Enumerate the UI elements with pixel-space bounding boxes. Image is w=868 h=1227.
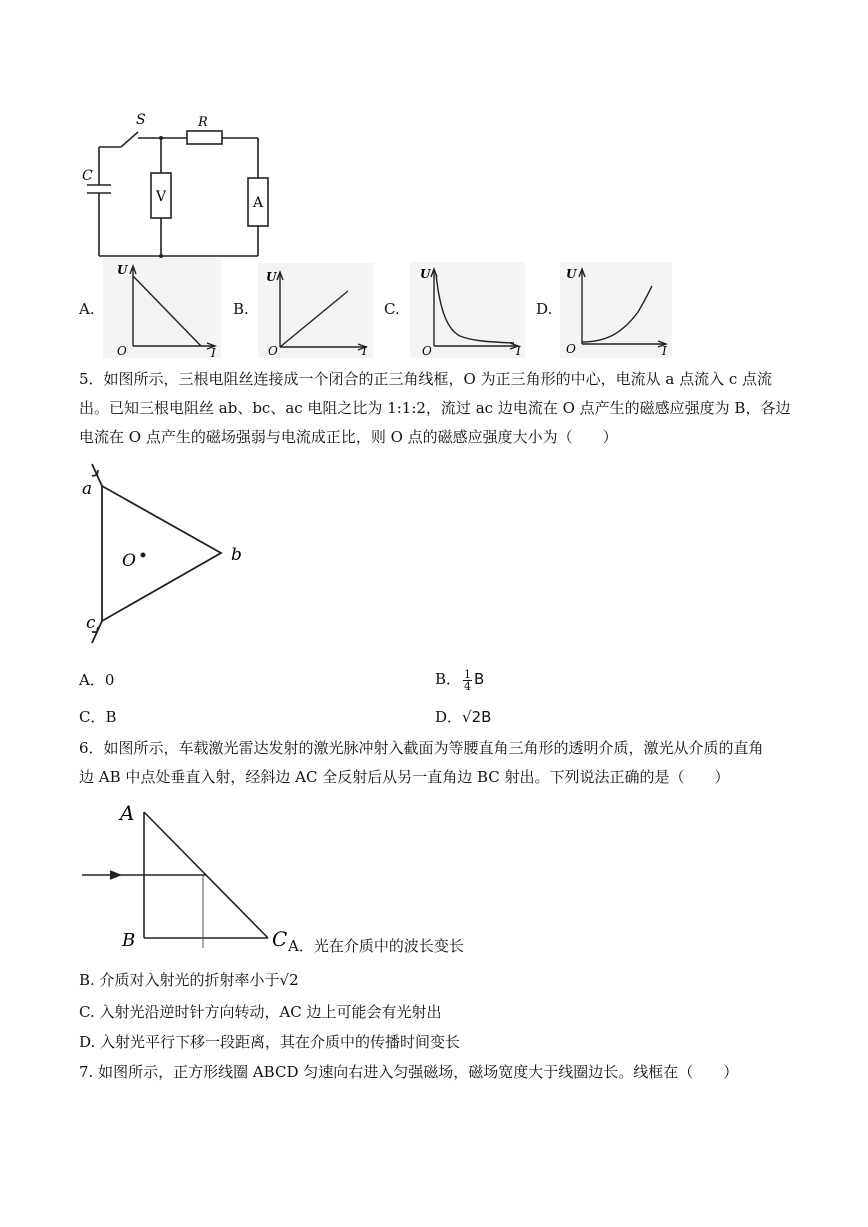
q6-prism-figure xyxy=(78,796,298,956)
q5-label-b: b xyxy=(231,545,242,565)
q4-option-c-letter: C. xyxy=(384,300,400,318)
q4b-u-label: U xyxy=(266,270,277,284)
q6-option-d: D. 入射光平行下移一段距离，其在介质中的传播时间变长 xyxy=(79,1033,461,1051)
q4d-u-label: U xyxy=(566,267,577,281)
q6-option-b: B. 介质对入射光的折射率小于√2 xyxy=(79,971,299,989)
q4c-i-label: I xyxy=(516,344,521,358)
q6-line-2: 边 AB 中点处垂直入射，经斜边 AC 全反射后从另一直角边 BC 射出。下列说法正确的是（ ） xyxy=(79,768,730,786)
q5-triangle-figure xyxy=(78,456,258,656)
q4-graph-d xyxy=(560,262,672,358)
resistor-label: R xyxy=(198,115,208,130)
q4d-i-label: I xyxy=(662,344,667,358)
ammeter-label: A xyxy=(253,195,264,211)
voltmeter-label: V xyxy=(156,189,167,205)
circuit-diagram xyxy=(78,108,278,268)
q4a-u-label: U xyxy=(117,263,128,277)
q4d-origin: O xyxy=(566,342,576,356)
q5-option-d: D．√2B xyxy=(435,708,492,726)
q4-option-d-letter: D. xyxy=(536,300,553,318)
q5-option-a: A．0 xyxy=(79,671,115,689)
capacitor-label: C xyxy=(82,168,93,184)
q5-option-c: C．B xyxy=(79,708,117,726)
q6-option-a: A．光在介质中的波长变长 xyxy=(288,937,464,955)
q5-label-c: c xyxy=(86,613,96,633)
q4b-i-label: I xyxy=(362,344,367,358)
q5-label-o: O xyxy=(122,551,136,571)
switch-label: S xyxy=(136,112,146,128)
q5-line-1: 5．如图所示，三根电阻丝连接成一个闭合的正三角线框，O 为正三角形的中心，电流从 a 点流入 c 点流 xyxy=(79,370,773,388)
q6-line-1: 6．如图所示，车载激光雷达发射的激光脉冲射入截面为等腰直角三角形的透明介质，激光从介质的直角 xyxy=(79,739,764,757)
q4-graph-a xyxy=(103,258,221,358)
q6-label-a: A xyxy=(120,801,135,825)
q4a-origin: O xyxy=(117,344,127,358)
q4b-origin: O xyxy=(268,344,278,358)
q5-line-3: 电流在 O 点产生的磁场强弱与电流成正比，则 O 点的磁感应强度大小为（ ） xyxy=(79,428,618,446)
q4c-u-label: U xyxy=(420,267,431,281)
q5-option-b: B． $\frac{1}{4}$ B xyxy=(435,667,485,693)
q4a-i-label: I xyxy=(211,346,216,358)
q4c-origin: O xyxy=(422,344,432,358)
q7-line-1: 7. 如图所示，正方形线圈 ABCD 匀速向右进入匀强磁场，磁场宽度大于线圈边长。线框在（ ） xyxy=(79,1063,739,1081)
q4-graph-b xyxy=(258,263,373,358)
q6-label-b: B xyxy=(122,930,136,951)
q5-label-a: a xyxy=(82,479,93,499)
q6-option-c: C. 入射光沿逆时针方向转动，AC 边上可能会有光射出 xyxy=(79,1003,442,1021)
q4-option-a-letter: A. xyxy=(79,300,95,318)
q5-line-2: 出。已知三根电阻丝 ab、bc、ac 电阻之比为 1:1:2，流过 ac 边电流在 O 点产生的磁感应强度为 B，各边 xyxy=(79,399,791,417)
q5b-fraction: $\frac{1}{4}$ xyxy=(464,667,472,693)
q4-graph-c xyxy=(410,262,525,358)
q4-option-b-letter: B. xyxy=(233,300,249,318)
q6-label-c: C xyxy=(272,927,288,951)
